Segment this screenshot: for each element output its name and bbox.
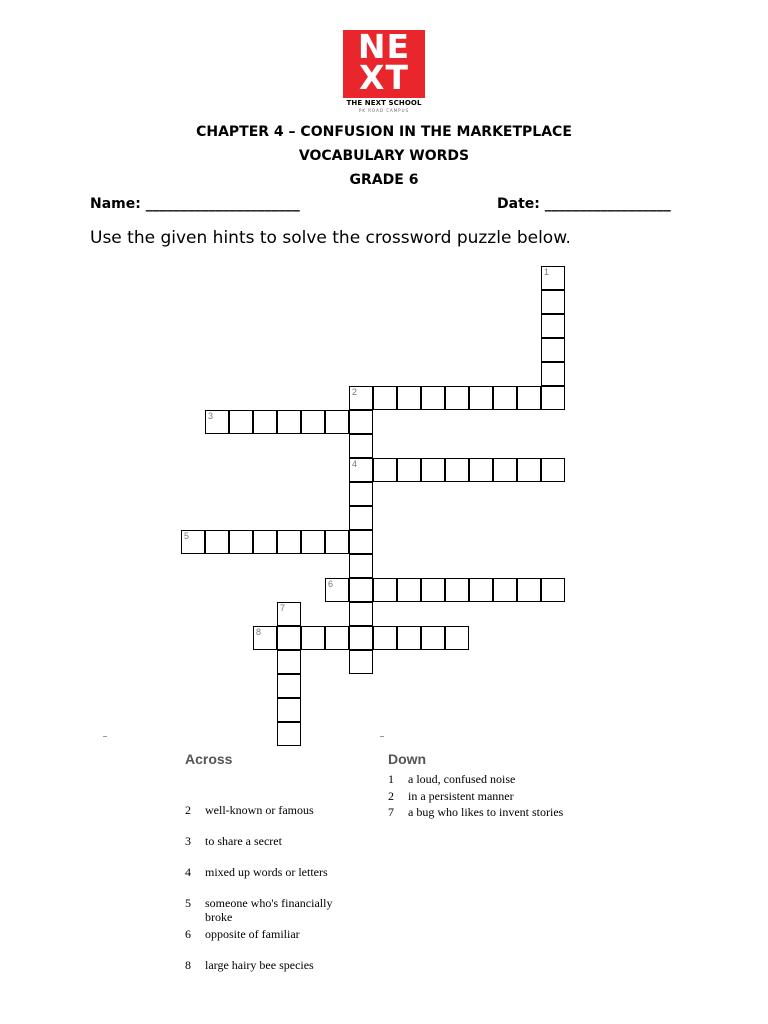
clue-number: 8 — [185, 958, 191, 972]
cell-number: 5 — [184, 531, 190, 541]
crossword-cell[interactable] — [397, 458, 421, 482]
crossword-cell[interactable] — [349, 434, 373, 458]
crossword-cell[interactable] — [469, 386, 493, 410]
crossword-cell[interactable] — [277, 650, 301, 674]
crossword-cell[interactable] — [277, 722, 301, 746]
crossword-cell[interactable] — [421, 386, 445, 410]
name-field[interactable]: Name: ______________________ — [90, 196, 300, 212]
margin-mark-right — [380, 736, 384, 737]
crossword-cell[interactable] — [229, 530, 253, 554]
vocabulary-title: VOCABULARY WORDS — [298, 148, 470, 164]
crossword-cell[interactable] — [349, 554, 373, 578]
crossword-cell[interactable] — [349, 458, 373, 482]
crossword-cell[interactable] — [181, 530, 205, 554]
clue-number: 4 — [185, 865, 191, 879]
crossword-cell[interactable] — [277, 410, 301, 434]
crossword-cell[interactable] — [325, 626, 349, 650]
clue-number: 2 — [388, 789, 394, 803]
crossword-cell[interactable] — [517, 578, 541, 602]
crossword-cell[interactable] — [325, 578, 349, 602]
crossword-cell[interactable] — [325, 410, 349, 434]
cell-number: 3 — [208, 411, 214, 421]
crossword-cell[interactable] — [349, 650, 373, 674]
crossword-cell[interactable] — [493, 458, 517, 482]
crossword-cell[interactable] — [301, 530, 325, 554]
crossword-cell[interactable] — [397, 386, 421, 410]
crossword-cell[interactable] — [445, 626, 469, 650]
crossword-cell[interactable] — [349, 506, 373, 530]
crossword-cell[interactable] — [253, 530, 277, 554]
logo-mark — [343, 27, 425, 98]
crossword-cell[interactable] — [205, 410, 229, 434]
chapter-title: CHAPTER 4 – CONFUSION IN THE MARKETPLACE — [196, 124, 572, 140]
crossword-cell[interactable] — [301, 626, 325, 650]
clue-text: opposite of familiar — [205, 927, 300, 941]
crossword-cell[interactable] — [229, 410, 253, 434]
logo-letters-bottom: XT — [359, 58, 409, 97]
cell-number: 6 — [328, 579, 334, 589]
cell-number: 1 — [544, 267, 550, 277]
crossword-cell[interactable] — [517, 386, 541, 410]
crossword-cell[interactable] — [493, 386, 517, 410]
crossword-cell[interactable] — [445, 578, 469, 602]
crossword-cell[interactable] — [373, 458, 397, 482]
crossword-cell[interactable] — [397, 578, 421, 602]
clue-text: to share a secret — [205, 834, 282, 848]
clue-number: 6 — [185, 927, 191, 941]
crossword-cell[interactable] — [301, 410, 325, 434]
crossword-cell[interactable] — [325, 530, 349, 554]
cell-number: 8 — [256, 627, 262, 637]
instruction-text: Use the given hints to solve the crossword puzzle below. — [90, 228, 571, 248]
clue-number: 1 — [388, 772, 394, 786]
crossword-cell[interactable] — [349, 602, 373, 626]
margin-mark-left — [103, 736, 107, 737]
crossword-cell[interactable] — [277, 602, 301, 626]
crossword-cell[interactable] — [541, 314, 565, 338]
crossword-cell[interactable] — [421, 578, 445, 602]
cell-number: 4 — [352, 459, 358, 469]
clue-text: a loud, confused noise — [408, 772, 516, 786]
crossword-cell[interactable] — [541, 290, 565, 314]
crossword-cell[interactable] — [517, 458, 541, 482]
crossword-cell[interactable] — [445, 458, 469, 482]
crossword-cell[interactable] — [445, 386, 469, 410]
crossword-cell[interactable] — [541, 362, 565, 386]
crossword-cell[interactable] — [277, 626, 301, 650]
crossword-cell[interactable] — [421, 458, 445, 482]
grade-title: GRADE 6 — [349, 172, 419, 188]
clue-number: 5 — [185, 896, 191, 910]
down-heading: Down — [388, 751, 427, 767]
crossword-cell[interactable] — [349, 626, 373, 650]
clue-text: well-known or famous — [205, 803, 314, 817]
crossword-cell[interactable] — [373, 386, 397, 410]
crossword-cell[interactable] — [349, 530, 373, 554]
crossword-cell[interactable] — [541, 578, 565, 602]
crossword-cell[interactable] — [493, 578, 517, 602]
crossword-cell[interactable] — [349, 410, 373, 434]
crossword-cell[interactable] — [397, 626, 421, 650]
clue-number: 2 — [185, 803, 191, 817]
crossword-cell[interactable] — [349, 578, 373, 602]
crossword-cell[interactable] — [469, 458, 493, 482]
crossword-cell[interactable] — [349, 482, 373, 506]
cell-number: 2 — [352, 387, 358, 397]
crossword-cell[interactable] — [541, 458, 565, 482]
school-logo — [343, 27, 425, 113]
cell-number: 7 — [280, 603, 286, 613]
across-heading: Across — [185, 751, 233, 767]
crossword-cell[interactable] — [421, 626, 445, 650]
crossword-cell[interactable] — [541, 338, 565, 362]
crossword-cell[interactable] — [277, 530, 301, 554]
clue-number: 7 — [388, 805, 394, 819]
crossword-cell[interactable] — [349, 386, 373, 410]
clue-text: someone who's financially broke — [205, 896, 333, 924]
crossword-cell[interactable] — [253, 626, 277, 650]
logo-school-name: THE NEXT SCHOOL — [346, 99, 422, 107]
crossword-cell[interactable] — [373, 626, 397, 650]
crossword-cell[interactable] — [277, 674, 301, 698]
crossword-cell[interactable] — [253, 410, 277, 434]
logo-campus: PK ROAD CAMPUS — [358, 108, 410, 113]
crossword-cell[interactable] — [205, 530, 229, 554]
clue-text: a bug who likes to invent stories — [408, 805, 564, 819]
logo-letters-top: NE — [357, 27, 411, 66]
crossword-cell[interactable] — [469, 578, 493, 602]
clue-text: mixed up words or letters — [205, 865, 328, 879]
crossword-cell[interactable] — [541, 266, 565, 290]
date-field[interactable]: Date: __________________ — [497, 196, 671, 212]
crossword-cell[interactable] — [373, 578, 397, 602]
clue-text: large hairy bee species — [205, 958, 314, 972]
crossword-cell[interactable] — [541, 386, 565, 410]
clue-text: in a persistent manner — [408, 789, 514, 803]
crossword-cell[interactable] — [277, 698, 301, 722]
clue-number: 3 — [185, 834, 191, 848]
